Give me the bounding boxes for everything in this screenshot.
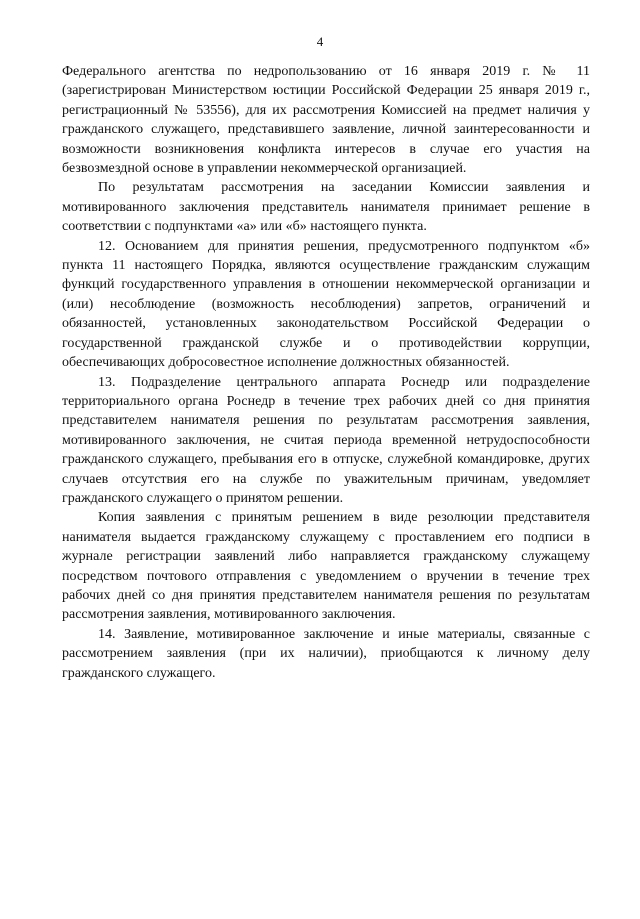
paragraph-item-12: 12. Основанием для принятия решения, предусмотренного подпунктом «б» пункта 11 настоящего Порядка, являются осуществление гражданским служащим функций государственного управления в отношении некоммерческой организации и (или) несоблюдение (возможность несоблюдения) запретов, ограничений и обязанностей, установленных законодательством Российской Федерации о государственной гражданской службе и о противодействии коррупции, обеспечивающих добросовестное исполнение должностных обязанностей. xyxy=(62,238,590,371)
paragraph-continuation: Федерального агентства по недропользованию от 16 января 2019 г. № 11 (зарегистрирован Министерством юстиции Российской Федерации 25 января 2019 г., регистрационный № 53556), для их рассмотрения Комиссией на предмет наличия у гражданского служащего, представившего заявление, личной заинтересованности и возможности возникновения конфликта интересов в случае его участия на безвозмездной основе в управлении некоммерческой организацией. xyxy=(62,64,590,177)
paragraph-item-14: 14. Заявление, мотивированное заключение и иные материалы, связанные с рассмотрением заявления (при их наличии), приобщаются к личному делу гражданского служащего. xyxy=(62,626,590,681)
paragraph-item-13: 13. Подразделение центрального аппарата Роснедр или подразделение территориального органа Роснедр в течение трех рабочих дней со дня принятия представителем нанимателя решения по результатам рассмотрения заявления, мотивированного заключения, не считая периода временной нетрудоспособности гражданского служащего, пребывания его в отпуске, служебной командировке, других случаев отсутствия его на службе по уважительным причинам, уведомляет гражданского служащего о принятом решении. xyxy=(62,374,590,506)
paragraph-commission-decision: По результатам рассмотрения на заседании Комиссии заявления и мотивированного заключения представитель нанимателя принимает решение в соответствии с подпунктами «а» или «б» настоящего пункта. xyxy=(62,180,590,235)
paragraph-copy-of-application: Копия заявления с принятым решением в виде резолюции представителя нанимателя выдается гражданскому служащему с проставлением его подписи в журнале регистрации заявлений либо направляется гражданскому служащему посредством почтового отправления с уведомлением о вручении в течение трех рабочих дней со дня принятия представителем нанимателя решения по результатам рассмотрения заявления, мотивированного заключения. xyxy=(62,510,590,623)
page-number: 4 xyxy=(316,34,324,49)
document-body xyxy=(62,62,590,683)
